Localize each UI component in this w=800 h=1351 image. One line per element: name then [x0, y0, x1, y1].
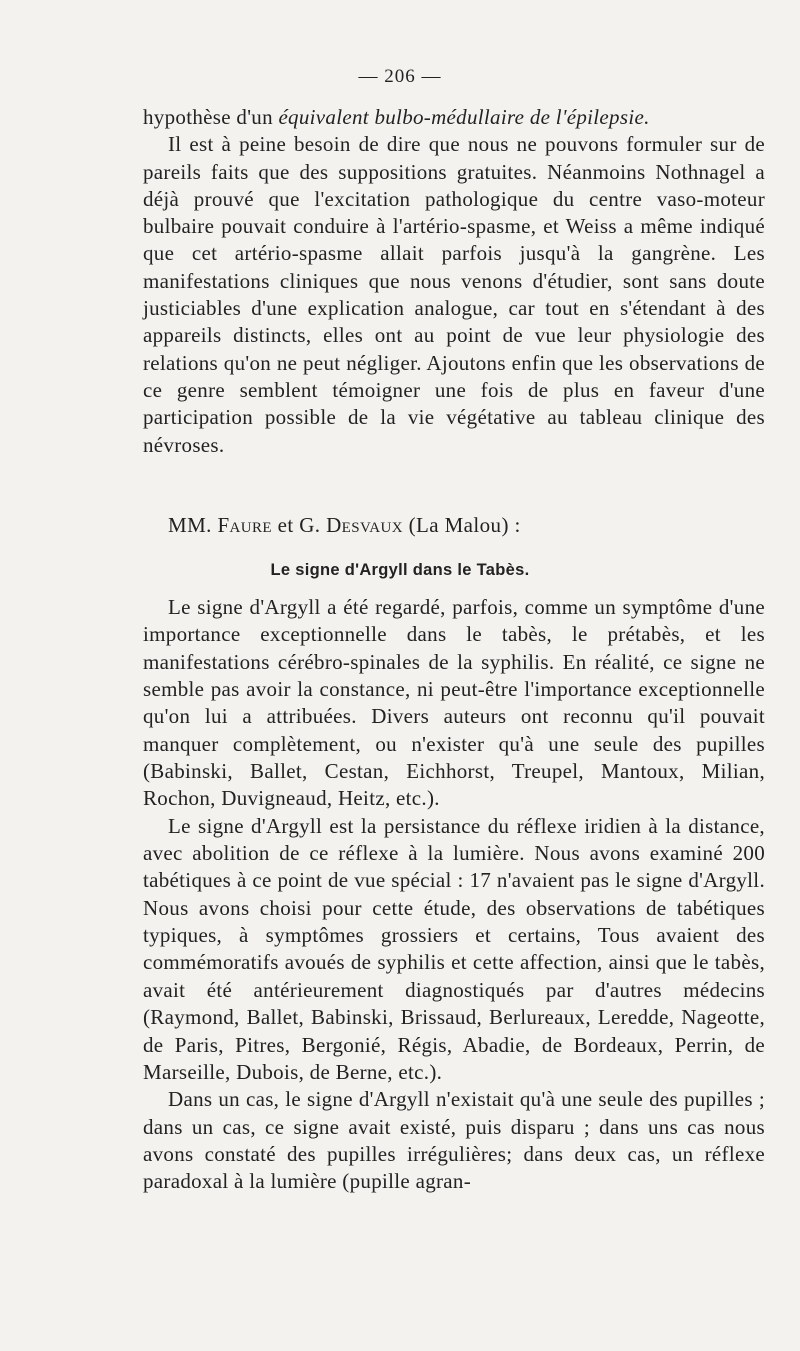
author-name-desvaux: Desvaux	[326, 513, 403, 537]
authors-line	[168, 513, 521, 538]
article-body	[143, 594, 765, 1196]
authors-connector: et G.	[271, 513, 327, 537]
sentence-start: hypothèse d'un	[143, 105, 279, 129]
continued-sentence	[143, 104, 765, 131]
first-section	[143, 104, 765, 459]
article-title: Le signe d'Argyll dans le Tabès.	[270, 561, 530, 579]
paragraph: Dans un cas, le signe d'Argyll n'existait qu'à une seule des pupilles ; dans un cas, ce signe avait existé, puis disparu ; dans uns cas nous avons constaté des pupilles irrégulières; dans deux cas, un réflexe paradoxal à la lumière (pupille agran-	[143, 1087, 765, 1194]
paragraph: Le signe d'Argyll a été regardé, parfois, comme un symptôme d'une importance exceptionnelle dans le tabès, le prétabès, et les manifestations cérébro-spinales de la syphilis. En réalité, ce signe ne semble pas avoir la constance, ni peut-être l'importance exceptionnelle qu'on lui a attribuées. Divers auteurs ont reconnu qu'il pouvait manquer complètement, ou n'exister qu'à une seule des pupilles (Babinski, Ballet, Cestan, Eichhorst, Treupel, Mantoux, Milian, Rochon, Duvigneaud, Heitz, etc.).	[143, 595, 765, 811]
italic-phrase: équivalent bulbo-médullaire de l'épilepsie.	[278, 105, 650, 129]
author-name-faure: Faure	[217, 513, 272, 537]
page-number: — 206 —	[358, 66, 442, 87]
paragraph: Il est à peine besoin de dire que nous ne pouvons formuler sur de pareils faits que des suppositions gratuites. Néanmoins Nothnagel a déjà prouvé que l'excitation pathologique du centre vaso-moteur bulbaire pouvait conduire à l'artério-spasme, et Weiss a même indiqué que cet artério-spasme allait parfois jusqu'à la gangrène. Les manifestations cliniques que nous venons d'étudier, sont sans doute justiciables d'une explication analogue, car tout en s'étendant à des appareils distincts, elles ont au point de vue leur physiologie des relations qu'on ne peut négliger. Ajoutons enfin que les observations de ce genre semblent témoigner une fois de plus en faveur d'une participation possible de la vie végétative au tableau clinique des névroses.	[143, 132, 765, 457]
authors-prefix: MM.	[168, 513, 218, 537]
paragraph: Le signe d'Argyll est la persistance du réflexe iridien à la distance, avec abolition de ce réflexe à la lumière. Nous avons examiné 200 tabétiques à ce point de vue spécial : 17 n'avaient pas le signe d'Argyll. Nous avons choisi pour cette étude, des observations de tabétiques typiques, à symptômes grossiers et certains, Tous avaient des commémoratifs avoués de syphilis et cette affection, ainsi que le tabès, avait été antérieurement diagnostiqués par d'autres médecins (Raymond, Ballet, Babinski, Brissaud, Berlureaux, Leredde, Nageotte, de Paris, Pitres, Bergonié, Régis, Abadie, de Bordeaux, Perrin, de Marseille, Dubois, de Berne, etc.).	[143, 813, 765, 1084]
authors-location: (La Malou) :	[402, 513, 521, 537]
